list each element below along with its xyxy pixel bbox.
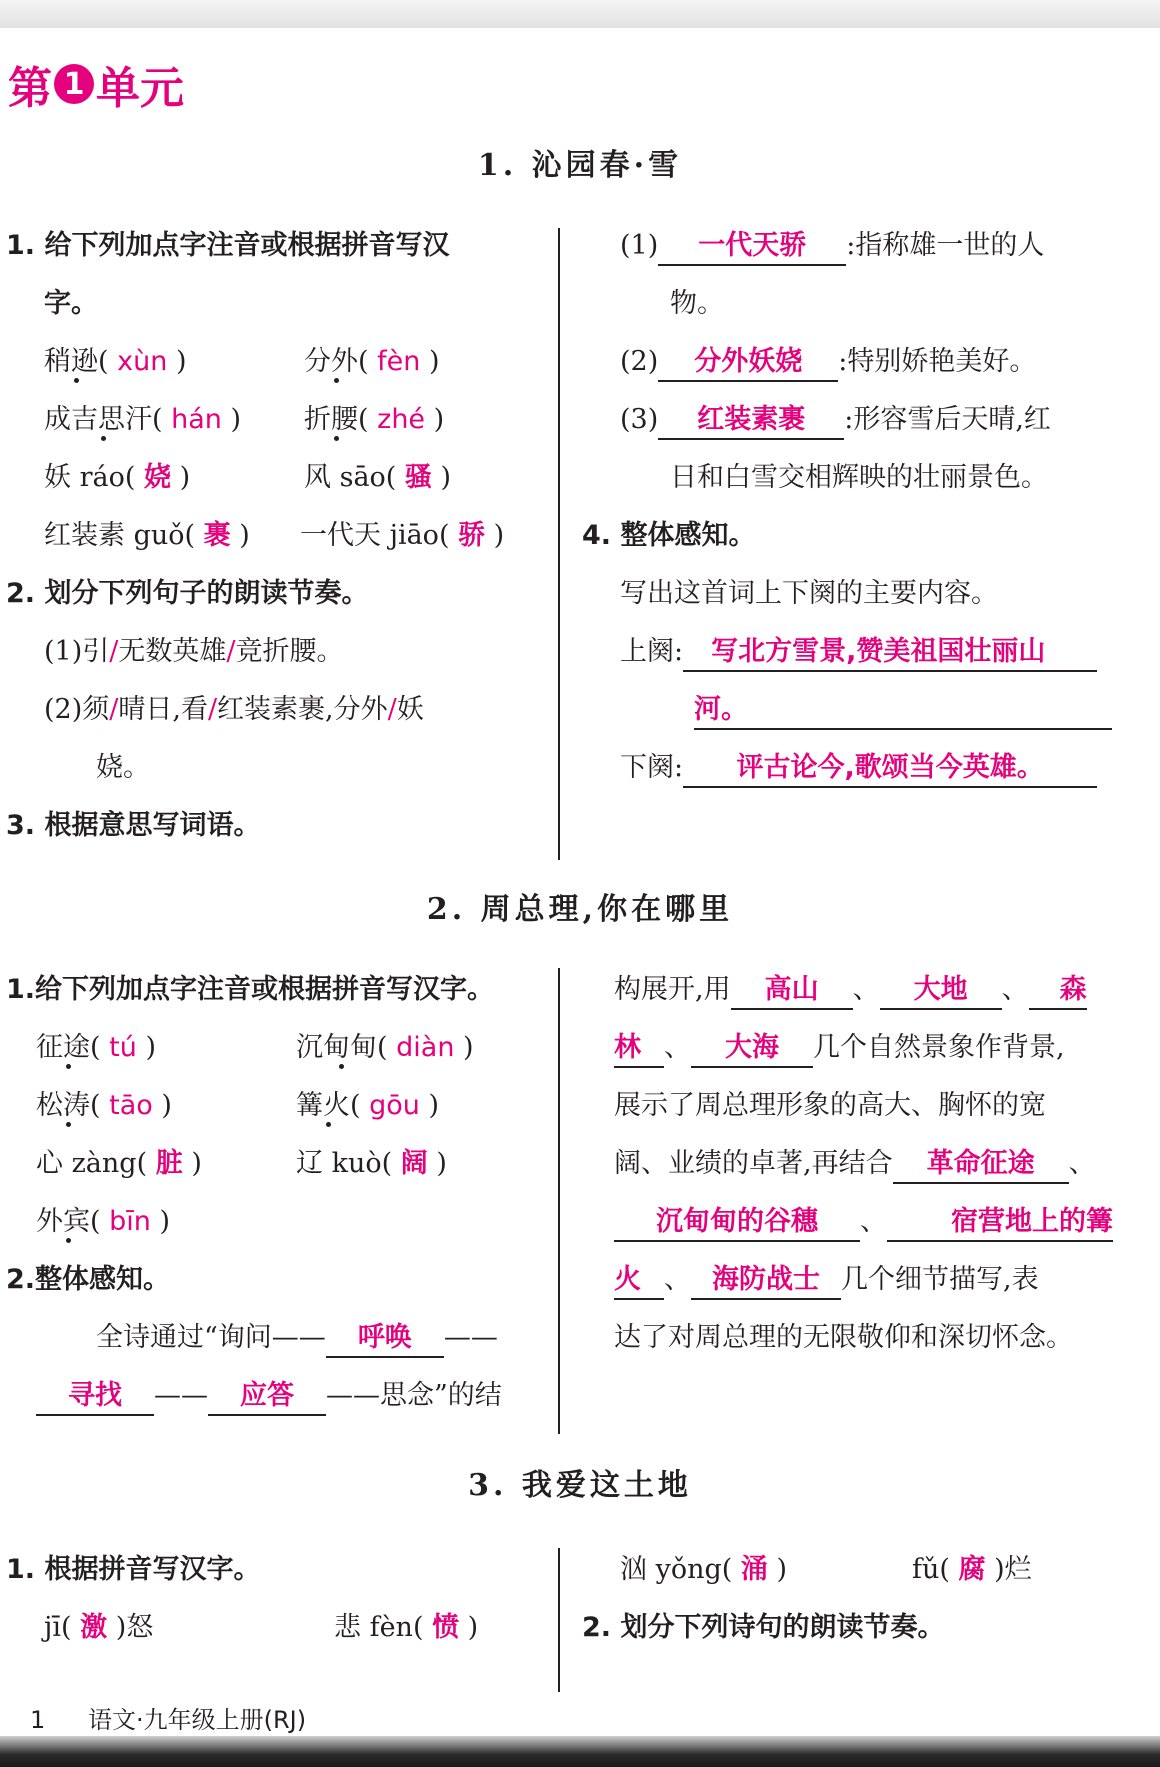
list-item: fǔ( 腐 )烂 — [912, 1554, 1032, 1585]
lower-stanza-answer: 下阕: 评古论今,歌颂当今英雄。 — [620, 748, 1097, 788]
s3-q2-head: 2. 划分下列诗句的朗读节奏。 — [582, 1612, 945, 1643]
upper-stanza-answer-cont: 河。 — [694, 690, 1112, 730]
book-title: 语文·九年级上册(RJ) — [88, 1706, 307, 1734]
s1-q4-prompt: 写出这首词上下阕的主要内容。 — [620, 578, 998, 609]
section-3-title: 3. 我爱这土地 — [468, 1468, 692, 1503]
list-item: 征途( tú ) — [36, 1032, 156, 1063]
definition-1-cont: 物。 — [670, 288, 724, 319]
list-item: 折腰( zhé ) — [304, 404, 445, 435]
bottom-bar — [0, 1736, 1160, 1767]
definition-3: (3) 红装素裹 :形容雪后天晴,红 — [620, 400, 1051, 440]
list-item: jī( 激 )怒 — [44, 1612, 154, 1643]
column-divider — [558, 1548, 560, 1692]
page-footer — [30, 1700, 306, 1735]
workbook-page — [0, 28, 1160, 1736]
column-divider — [558, 228, 560, 860]
list-item: 汹 yǒng( 涌 ) — [620, 1554, 788, 1585]
s2-q1-head: 1.给下列加点字注音或根据拼音写汉字。 — [6, 974, 495, 1005]
s2-q2-line-3: 构展开,用 高山 、 大地 、 森 — [614, 970, 1087, 1010]
list-item: 松涛( tāo ) — [36, 1090, 172, 1121]
s1-q1-head-cont: 字。 — [44, 288, 98, 319]
list-item: 心 zàng( 脏 ) — [36, 1148, 202, 1179]
s1-q1-head: 1. 给下列加点字注音或根据拼音写汉 — [6, 230, 450, 261]
list-item: 稍逊( xùn ) — [44, 346, 187, 377]
s2-q2-line-4: 林 、 大海 几个自然景象作背景, — [614, 1028, 1065, 1068]
list-item: 外宾( bīn ) — [36, 1206, 171, 1237]
list-item: 篝火( gōu ) — [296, 1090, 440, 1121]
s1-q4-head: 4. 整体感知。 — [582, 520, 756, 551]
list-item: 一代天 jiāo( 骄 ) — [300, 520, 505, 551]
list-item: 成吉思汗( hán ) — [44, 404, 242, 435]
s1-q2-head: 2. 划分下列句子的朗读节奏。 — [6, 578, 369, 609]
section-2-title: 2. 周总理,你在哪里 — [426, 892, 734, 927]
s2-q2-line-1: 全诗通过“询问—— 呼唤 —— — [96, 1318, 498, 1358]
section-1-title: 1. 沁园春·雪 — [477, 148, 683, 183]
rhythm-line-3: 娆。 — [96, 752, 150, 783]
s2-q2-line-8: 火 、 海防战士 几个细节描写,表 — [614, 1260, 1039, 1300]
upper-stanza-answer: 上阕: 写北方雪景,赞美祖国壮丽山 — [620, 632, 1097, 672]
s2-q2-line-7: 沉甸甸的谷穗 、 宿营地上的篝 — [614, 1202, 1113, 1242]
s2-q2-line-5: 展示了周总理形象的高大、胸怀的宽 — [614, 1090, 1046, 1121]
list-item: 沉甸甸( diàn ) — [296, 1032, 474, 1063]
unit-number-badge: 1 — [54, 64, 94, 104]
list-item: 妖 ráo( 娆 ) — [44, 462, 191, 493]
s2-q2-line-6: 阔、业绩的卓著,再结合 革命征途 、 — [614, 1144, 1096, 1184]
list-item: 红装素 guǒ( 裹 ) — [44, 520, 250, 551]
definition-2: (2) 分外妖娆 :特别娇艳美好。 — [620, 342, 1036, 382]
list-item: 悲 fèn( 愤 ) — [334, 1612, 479, 1643]
s2-q2-head: 2.整体感知。 — [6, 1264, 171, 1295]
list-item: 风 sāo( 骚 ) — [304, 462, 452, 493]
top-shadow — [0, 0, 1160, 28]
definition-1: (1) 一代天骄 :指称雄一世的人 — [620, 226, 1044, 266]
list-item: 辽 kuò( 阔 ) — [296, 1148, 447, 1179]
unit-heading: 第 1 单元 — [8, 63, 184, 114]
column-divider — [558, 968, 560, 1434]
list-item: 分外( fèn ) — [304, 346, 440, 377]
page-number: 1 — [30, 1706, 46, 1734]
s2-q2-line-9: 达了对周总理的无限敬仰和深切怀念。 — [614, 1322, 1073, 1353]
s3-q1-head: 1. 根据拼音写汉字。 — [6, 1554, 261, 1585]
rhythm-line-1: (1)引/无数英雄/竞折腰。 — [44, 636, 344, 667]
definition-3-cont: 日和白雪交相辉映的壮丽景色。 — [670, 462, 1048, 493]
s2-q2-line-2: 寻找 —— 应答 ——思念”的结 — [36, 1376, 502, 1416]
rhythm-line-2: (2)须/晴日,看/红装素裹,分外/妖 — [44, 694, 424, 725]
s1-q3-head: 3. 根据意思写词语。 — [6, 810, 261, 841]
